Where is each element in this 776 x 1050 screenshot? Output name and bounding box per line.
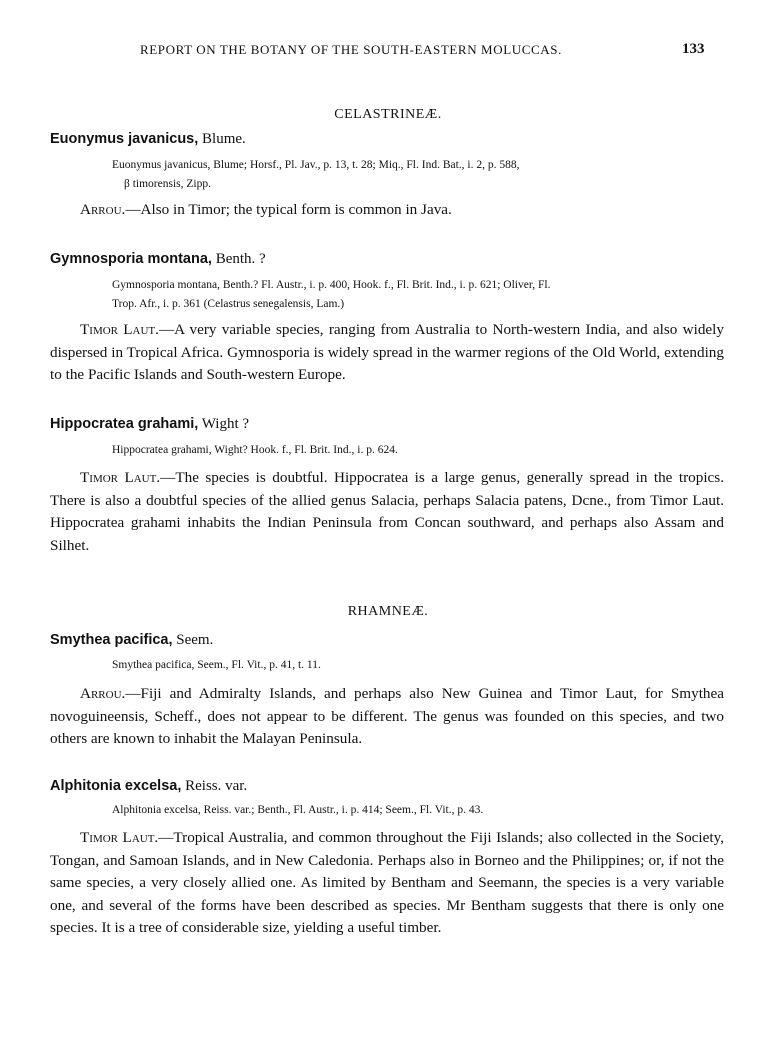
description-text: —The species is doubtful. Hippocratea is a large genus, generally spread in the tropics. There is also a doubtful species of the allied genus Salacia, perhaps Salacia patens, Dcne., from Timor Laut. Hippocratea grahami inhabits the Indian Peninsula from Concan southward, and perhaps also Assam and Silhet. <box>50 469 725 554</box>
locality: Timor Laut. <box>80 469 161 486</box>
description-paragraph <box>50 319 724 387</box>
citation-line: Alphitonia excelsa, Reiss. var.; Benth., Fl. Austr., i. p. 414; Seem., Fl. Vit., p. 43. <box>112 804 484 816</box>
citation-line: Smythea pacifica, Seem., Fl. Vit., p. 41, t. 11. <box>112 659 321 671</box>
species-name: Alphitonia excelsa, <box>50 778 182 794</box>
species-name: Euonymus javanicus, <box>50 131 199 147</box>
citation <box>112 441 724 460</box>
section-title-rhamneae: RHAMNEÆ. <box>347 604 429 619</box>
citation-line: Trop. Afr., i. p. 361 (Celastrus senegalensis, Lam.) <box>112 298 345 310</box>
species-heading <box>50 251 266 268</box>
citation-line: Hippocratea grahami, Wight? Hook. f., Fl. Brit. Ind., i. p. 624. <box>112 444 398 456</box>
locality: Arrou. <box>80 685 126 702</box>
species-author: Benth. ? <box>215 251 266 267</box>
species-author: Wight ? <box>201 416 250 432</box>
description-text: —Also in Timor; the typical form is common in Java. <box>125 201 452 218</box>
running-head: REPORT ON THE BOTANY OF THE SOUTH-EASTERN MOLUCCAS. <box>140 42 562 57</box>
species-heading <box>50 778 247 795</box>
locality: Arrou. <box>80 201 126 218</box>
citation-line: β timorensis, Zipp. <box>124 178 211 190</box>
species-author: Seem. <box>176 632 214 648</box>
citation-line: Euonymus javanicus, Blume; Horsf., Pl. Jav., p. 13, t. 28; Miq., Fl. Ind. Bat., i. 2, p. 588, <box>112 159 520 171</box>
species-name: Hippocratea grahami, <box>50 416 199 432</box>
citation-line: Gymnosporia montana, Benth.? Fl. Austr., i. p. 400, Hook. f., Fl. Brit. Ind., i. p. 621; Oliver, Fl. <box>112 279 551 291</box>
species-name: Gymnosporia montana, <box>50 251 212 267</box>
citation <box>112 656 724 675</box>
description-paragraph <box>50 199 724 222</box>
description-paragraph <box>50 683 724 751</box>
citation <box>112 276 724 314</box>
species-heading <box>50 632 213 649</box>
section-title-celastrineae: CELASTRINEÆ. <box>334 107 442 122</box>
description-paragraph <box>50 467 724 557</box>
description-text: —Tropical Australia, and common throughout the Fiji Islands; also collected in the Society, Tongan, and Samoan Islands, and in New Caledonia. Perhaps also in Borneo and the Philippines; or, if not the same species, a very closely allied one. As limited by Bentham and Seemann, the species is a very variable one, and several of the forms have been described as species. Mr Bentham suggests that there is only one species. It is a tree of considerable size, yielding a useful timber. <box>50 829 724 936</box>
description-text: —Fiji and Admiralty Islands, and perhaps also New Guinea and Timor Laut, for Smythea novoguineensis, Scheff., does not appear to be different. The genus was founded on this species, and two others are known to inhabit the Malayan Peninsula. <box>50 685 724 747</box>
species-name: Smythea pacifica, <box>50 632 173 648</box>
species-author: Blume. <box>202 131 246 147</box>
description-paragraph <box>50 827 724 940</box>
description-text: —A very variable species, ranging from Australia to North-western India, and also widely dispersed in Tropical Africa. Gymnosporia is widely spread in the warmer regions of the Old World, extending to the Pacific Islands and South-western Europe. <box>50 321 724 383</box>
species-heading <box>50 416 249 433</box>
species-heading <box>50 131 246 148</box>
citation <box>112 801 724 820</box>
species-author: Reiss. var. <box>185 778 248 794</box>
locality: Timor Laut. <box>80 321 159 338</box>
citation <box>112 156 724 194</box>
locality: Timor Laut. <box>80 829 159 846</box>
page-number: 133 <box>682 41 705 57</box>
